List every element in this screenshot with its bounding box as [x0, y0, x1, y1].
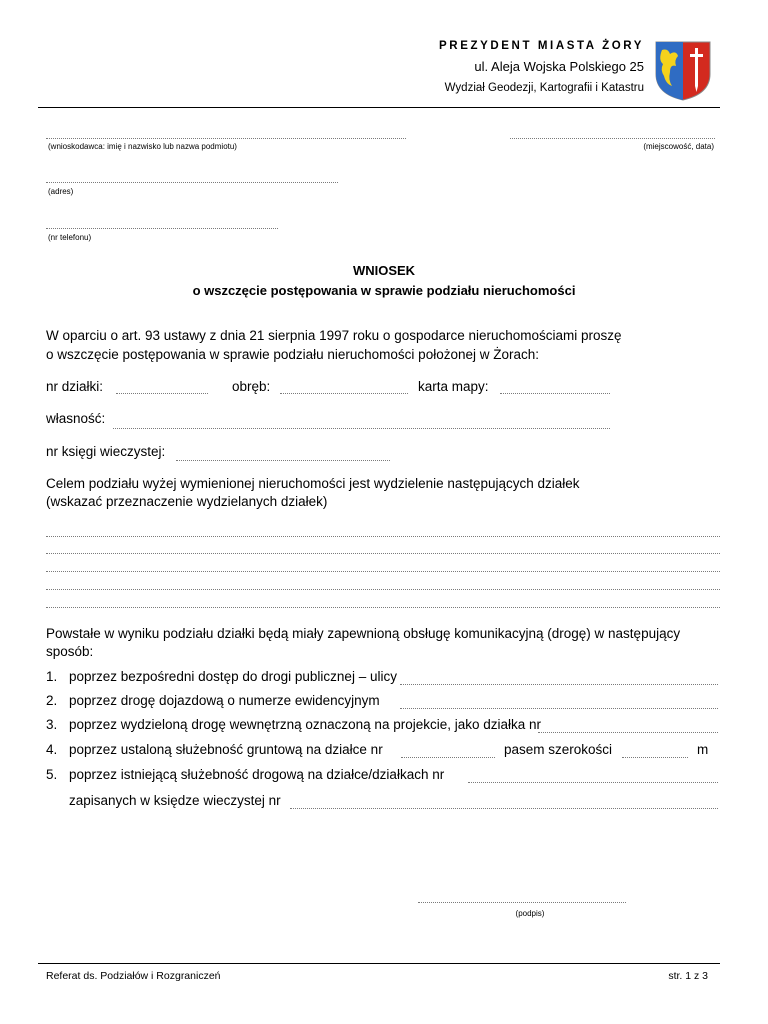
access-item-1-number: 1. — [46, 669, 58, 684]
intro-line-2: o wszczęcie postępowania w sprawie podziału nieruchomości położonej w Żorach: — [46, 347, 540, 362]
plot-no-label: nr działki: — [46, 379, 104, 394]
precinct-label: obręb: — [232, 379, 271, 394]
ownership-label: własność: — [46, 411, 106, 426]
access-item-3-field[interactable] — [538, 732, 718, 733]
access-item-4-text: poprzez ustaloną służebność gruntową na działce nr — [69, 742, 383, 757]
purpose-field-4[interactable] — [46, 589, 720, 590]
place-date-caption: (miejscowość, data) — [643, 142, 714, 151]
applicant-phone-caption: (nr telefonu) — [48, 233, 92, 242]
footer-left: Referat ds. Podziałów i Rozgraniczeń — [46, 970, 221, 982]
access-item-3-number: 3. — [46, 717, 58, 732]
access-item-4-width-label: pasem szerokości — [504, 742, 613, 757]
header-divider — [38, 107, 720, 108]
access-item-4-width-field[interactable] — [622, 757, 688, 758]
access-intro-line-2: sposób: — [46, 644, 94, 659]
access-item-2-text: poprzez drogę dojazdową o numerze ewidencyjnym — [69, 693, 380, 708]
purpose-field-5[interactable] — [46, 607, 720, 608]
land-register-field[interactable] — [176, 460, 390, 461]
applicant-name-caption: (wnioskodawca: imię i nazwisko lub nazwa podmiotu) — [48, 142, 237, 151]
document-title: WNIOSEK — [352, 263, 416, 278]
document-subtitle: o wszczęcie postępowania w sprawie podziału nieruchomości — [192, 283, 576, 298]
signature-line[interactable] — [418, 902, 626, 903]
applicant-name-line[interactable] — [46, 138, 406, 139]
issuer-address: ul. Aleja Wojska Polskiego 25 — [474, 59, 644, 74]
purpose-line-1: Celem podziału wyżej wymienionej nieruchomości jest wydzielenie następujących działek — [46, 476, 580, 491]
purpose-line-2: (wskazać przeznaczenie wydzielanych działek) — [46, 494, 328, 509]
footer-page-number: str. 1 z 3 — [668, 970, 708, 982]
access-item-1-field[interactable] — [400, 684, 718, 685]
purpose-field-1[interactable] — [46, 536, 720, 537]
map-sheet-label: karta mapy: — [418, 379, 489, 394]
ownership-field[interactable] — [113, 428, 610, 429]
access-item-5-register-field[interactable] — [290, 808, 718, 809]
city-coat-of-arms-icon — [654, 40, 712, 102]
land-register-label: nr księgi wieczystej: — [46, 444, 166, 459]
issuer-title: PREZYDENT MIASTA ŻORY — [439, 40, 644, 52]
applicant-address-line[interactable] — [46, 182, 338, 183]
intro-line-1: W oparciu o art. 93 ustawy z dnia 21 sierpnia 1997 roku o gospodarce nieruchomościami proszę — [46, 328, 622, 343]
access-item-4-unit: m — [697, 742, 709, 757]
applicant-phone-line[interactable] — [46, 228, 278, 229]
footer-divider — [38, 963, 720, 964]
access-item-5-text: poprzez istniejącą służebność drogową na działce/działkach nr — [69, 767, 445, 782]
issuer-department: Wydział Geodezji, Kartografii i Katastru — [444, 82, 644, 94]
purpose-field-3[interactable] — [46, 571, 720, 572]
map-sheet-field[interactable] — [500, 393, 610, 394]
access-item-5-number: 5. — [46, 767, 58, 782]
access-item-5-plot-field[interactable] — [468, 782, 718, 783]
applicant-address-caption: (adres) — [48, 187, 74, 196]
access-item-2-number: 2. — [46, 693, 58, 708]
purpose-field-2[interactable] — [46, 553, 720, 554]
access-intro-line-1: Powstałe w wyniku podziału działki będą miały zapewnioną obsługę komunikacyjną (drogę) w następujący — [46, 626, 681, 641]
access-item-3-text: poprzez wydzieloną drogę wewnętrzną oznaczoną na projekcie, jako działka nr — [69, 717, 542, 732]
signature-caption: (podpis) — [515, 909, 545, 918]
access-item-5-continuation: zapisanych w księdze wieczystej nr — [69, 793, 281, 808]
place-date-line[interactable] — [510, 138, 715, 139]
access-item-2-field[interactable] — [400, 708, 718, 709]
plot-no-field[interactable] — [116, 393, 208, 394]
access-item-4-plot-field[interactable] — [401, 757, 495, 758]
access-item-1-text: poprzez bezpośredni dostęp do drogi publicznej – ulicy — [69, 669, 397, 684]
precinct-field[interactable] — [280, 393, 408, 394]
access-item-4-number: 4. — [46, 742, 58, 757]
